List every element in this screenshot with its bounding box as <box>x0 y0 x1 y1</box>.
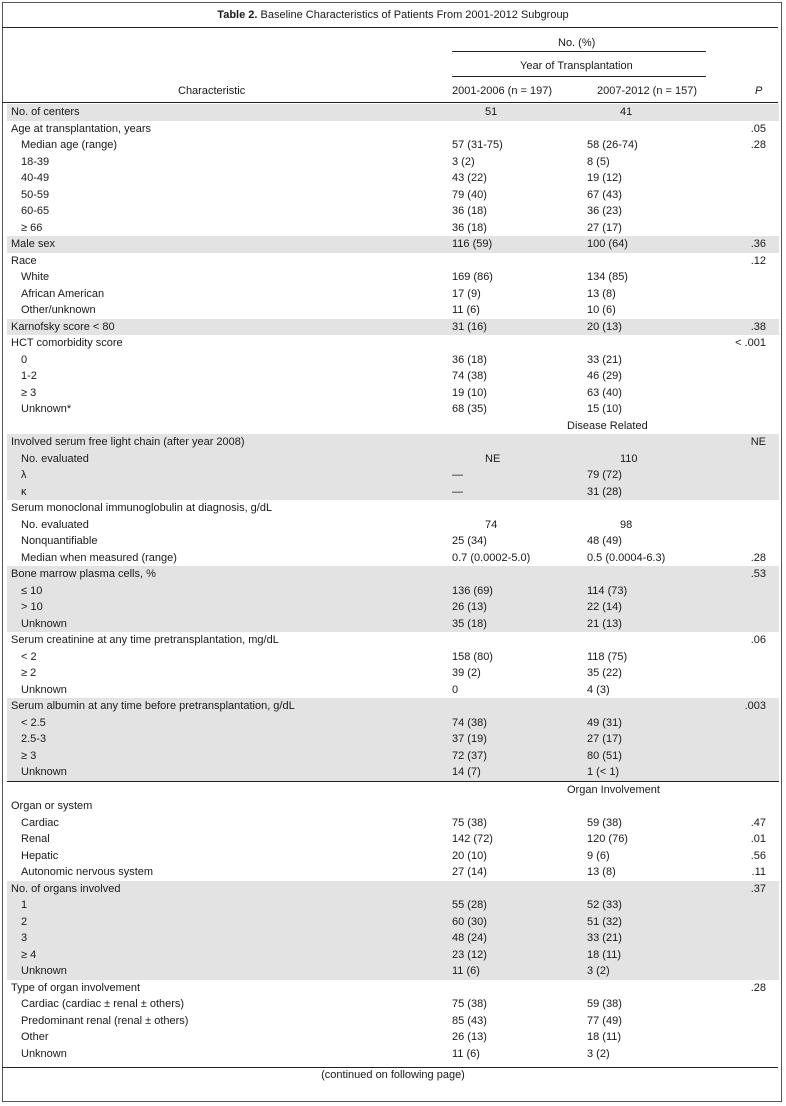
col2-value: 10 (6) <box>587 304 616 316</box>
row-label: Cardiac <box>21 816 59 829</box>
row-label: ≤ 10 <box>21 584 43 597</box>
year-header: Year of Transplantation <box>520 60 633 72</box>
row-label: Bone marrow plasma cells, % <box>11 568 156 580</box>
col1-value: 158 (80) <box>452 650 493 663</box>
row-label: Unknown <box>21 965 67 977</box>
col2-value: 59 (38) <box>587 816 622 829</box>
col2-value: 13 (8) <box>587 287 616 300</box>
row-label: Serum creatinine at any time pretransplantation, mg/dL <box>11 634 279 646</box>
row-label: Median when measured (range) <box>21 551 177 564</box>
row-label: ≥ 4 <box>21 948 37 961</box>
table-row <box>7 302 779 319</box>
col1-value: — <box>452 485 463 498</box>
col2-value: 33 (21) <box>587 353 622 366</box>
row-label: ≥ 66 <box>21 221 43 234</box>
col1-value: 74 <box>485 518 498 531</box>
col1-value: 74 (38) <box>452 370 487 382</box>
row-label: Male sex <box>11 238 56 250</box>
row-label: Serum albumin at any time before pretransplantation, g/dL <box>11 700 295 712</box>
table-row <box>7 980 779 997</box>
section-label: Organ Involvement <box>567 783 660 796</box>
table-row <box>7 831 779 848</box>
p-value: NE <box>750 436 766 448</box>
table-row <box>7 848 779 865</box>
col2-value: 3 (2) <box>587 965 610 977</box>
table-row <box>7 1046 779 1063</box>
col2-value: 118 (75) <box>587 650 628 663</box>
table-row <box>7 583 779 600</box>
col2-value: 46 (29) <box>587 370 622 382</box>
table-row <box>7 864 779 881</box>
table-row <box>7 715 779 732</box>
table-row <box>7 881 779 898</box>
col2-value: 22 (14) <box>587 601 622 613</box>
table-row <box>7 566 779 583</box>
p-value: .37 <box>750 882 766 895</box>
row-label: Age at transplantation, years <box>11 122 152 135</box>
col1-value: 36 (18) <box>452 205 487 217</box>
col2-value: 13 (8) <box>587 866 616 878</box>
row-label: White <box>21 271 50 283</box>
table-row <box>7 154 779 171</box>
col2-value: 18 (11) <box>587 1031 622 1043</box>
p-value: .003 <box>744 700 766 712</box>
table-row <box>7 914 779 931</box>
table-row <box>7 1013 779 1030</box>
characteristic-header: Characteristic <box>178 85 246 97</box>
col1-value: 0 <box>452 683 459 696</box>
col1-value: 14 (7) <box>452 766 481 778</box>
row-label: No. of centers <box>11 106 80 118</box>
p-value: .12 <box>750 254 766 267</box>
no-pct-header: No. (%) <box>558 37 596 49</box>
col1-value: NE <box>485 452 501 465</box>
row-label: 2.5-3 <box>21 733 47 745</box>
col1-value: 72 (37) <box>452 749 487 762</box>
col2-value: 48 (49) <box>587 535 622 547</box>
row-label: λ <box>21 469 27 481</box>
row-label: κ <box>21 485 27 498</box>
row-label: 18-39 <box>21 155 50 168</box>
section-row <box>7 781 779 799</box>
col1-value: 68 (35) <box>452 403 487 415</box>
col1-header: 2001-2006 (n = 197) <box>452 85 552 97</box>
col2-value: 79 (72) <box>587 469 622 481</box>
table-row <box>7 137 779 154</box>
row-label: Involved serum free light chain (after year 2008) <box>11 436 245 448</box>
col2-value: 8 (5) <box>587 155 610 168</box>
col2-value: 59 (38) <box>587 998 622 1010</box>
col2-value: 114 (73) <box>587 584 628 597</box>
col1-value: 57 (31-75) <box>452 139 503 151</box>
table-row <box>7 731 779 748</box>
row-label: Other <box>21 1031 49 1043</box>
p-value: .11 <box>751 866 766 878</box>
col2-value: 9 (6) <box>587 849 610 862</box>
table-row <box>7 352 779 369</box>
col1-value: 19 (10) <box>452 386 487 399</box>
col1-value: 20 (10) <box>452 849 487 862</box>
col1-value: 35 (18) <box>452 617 487 630</box>
table-row <box>7 550 779 567</box>
row-label: < 2.5 <box>21 716 46 729</box>
col2-value: 52 (33) <box>587 899 622 911</box>
col1-value: 0.7 (0.0002-5.0) <box>452 551 531 564</box>
p-value: .01 <box>750 833 766 845</box>
col2-value: 110 <box>620 452 638 465</box>
p-header: P <box>755 85 763 97</box>
row-label: Renal <box>21 833 50 845</box>
row-label: Predominant renal (renal ± others) <box>21 1014 189 1027</box>
col1-value: 25 (34) <box>452 535 487 547</box>
row-label: Nonquantifiable <box>21 535 98 547</box>
table-row <box>7 963 779 980</box>
col1-value: 11 (6) <box>452 965 480 977</box>
row-label: Serum monoclonal immunoglobulin at diagnosis, g/dL <box>11 502 273 514</box>
p-value: .53 <box>750 568 766 580</box>
table-row <box>7 401 779 418</box>
col1-value: 3 (2) <box>452 155 475 168</box>
row-label: Hepatic <box>21 849 59 862</box>
row-label: Cardiac (cardiac ± renal ± others) <box>21 998 185 1010</box>
table-row <box>7 368 779 385</box>
table-row <box>7 748 779 765</box>
col1-value: 55 (28) <box>452 899 487 911</box>
table-row <box>7 897 779 914</box>
row-label: Organ or system <box>11 800 93 812</box>
table-row <box>7 467 779 484</box>
col1-value: 60 (30) <box>452 915 487 928</box>
col1-value: 79 (40) <box>452 188 487 201</box>
col1-value: 26 (13) <box>452 1031 487 1043</box>
col1-value: 39 (2) <box>452 667 481 679</box>
p-value: .38 <box>750 320 766 333</box>
row-label: Karnofsky score < 80 <box>11 320 115 333</box>
col2-value: 33 (21) <box>587 932 622 944</box>
table-row <box>7 649 779 666</box>
table-title <box>0 9 786 21</box>
col1-value: 75 (38) <box>452 816 487 829</box>
row-label: ≥ 3 <box>21 749 37 762</box>
col1-value: 48 (24) <box>452 932 487 944</box>
row-label: Median age (range) <box>21 139 118 151</box>
col2-value: 3 (2) <box>587 1047 610 1060</box>
col2-header: 2007-2012 (n = 157) <box>597 85 697 97</box>
col2-value: 100 (64) <box>587 238 628 250</box>
col1-value: 37 (19) <box>452 733 487 745</box>
col2-value: 27 (17) <box>587 221 622 234</box>
table-row <box>7 517 779 534</box>
table-row <box>7 434 779 451</box>
table-row <box>7 815 779 832</box>
row-label: No. of organs involved <box>11 882 121 895</box>
table-row <box>7 236 779 253</box>
table-row <box>7 698 779 715</box>
continued-note: (continued on following page) <box>321 1069 465 1081</box>
table-caption: Baseline Characteristics of Patients From 2001-2012 Subgroup <box>257 9 569 21</box>
row-label: < 2 <box>21 650 37 663</box>
row-label: 2 <box>21 915 28 928</box>
p-value: .28 <box>750 981 766 994</box>
table-row <box>7 286 779 303</box>
col2-value: 19 (12) <box>587 172 622 184</box>
col1-value: — <box>452 469 463 481</box>
col2-value: 67 (43) <box>587 188 622 201</box>
table-row <box>7 451 779 468</box>
col1-value: 43 (22) <box>452 172 487 184</box>
section-label: Disease Related <box>567 419 648 432</box>
table-row <box>7 121 779 138</box>
row-label: Unknown <box>21 683 67 696</box>
col1-value: 169 (86) <box>452 271 493 283</box>
col2-value: 0.5 (0.0004-6.3) <box>587 551 666 564</box>
p-value: .36 <box>750 238 766 250</box>
row-label: Other/unknown <box>21 304 96 316</box>
col1-value: 17 (9) <box>452 287 481 300</box>
col2-value: 41 <box>620 106 633 118</box>
col2-value: 120 (76) <box>587 833 628 845</box>
row-label: > 10 <box>21 601 43 613</box>
row-label: No. evaluated <box>21 518 89 531</box>
no-pct-rule <box>452 51 706 52</box>
col2-value: 27 (17) <box>587 733 622 745</box>
p-value: .28 <box>750 139 766 151</box>
col1-value: 74 (38) <box>452 716 487 729</box>
col2-value: 63 (40) <box>587 386 622 399</box>
section-row <box>7 418 779 435</box>
col1-value: 36 (18) <box>452 353 487 366</box>
col2-value: 15 (10) <box>587 403 622 415</box>
row-label: Unknown* <box>21 403 72 415</box>
table-row <box>7 533 779 550</box>
table-row <box>7 632 779 649</box>
col1-value: 26 (13) <box>452 601 487 613</box>
table-row <box>7 170 779 187</box>
col1-value: 136 (69) <box>452 584 493 597</box>
table-row <box>7 385 779 402</box>
table-row <box>7 484 779 501</box>
col2-value: 58 (26-74) <box>587 139 638 151</box>
table-row <box>7 104 779 121</box>
row-label: No. evaluated <box>21 452 89 465</box>
year-rule <box>452 76 706 77</box>
p-value: .56 <box>750 849 766 862</box>
col1-value: 75 (38) <box>452 998 487 1010</box>
table-row <box>7 269 779 286</box>
bottom-rule <box>2 1067 778 1068</box>
row-label: Unknown <box>21 1047 67 1060</box>
col2-value: 1 (< 1) <box>587 766 620 778</box>
row-label: 3 <box>21 932 28 944</box>
col2-value: 21 (13) <box>587 617 622 630</box>
row-label: 40-49 <box>21 172 50 184</box>
row-label: ≥ 2 <box>21 667 37 679</box>
table-row <box>7 335 779 352</box>
table-row <box>7 500 779 517</box>
col2-value: 35 (22) <box>587 667 622 679</box>
title-rule <box>2 27 778 28</box>
table-body <box>7 104 779 1062</box>
table-number: Table 2. <box>217 9 258 21</box>
col1-value: 36 (18) <box>452 221 487 234</box>
col2-value: 134 (85) <box>587 271 628 283</box>
col2-value: 98 <box>620 518 633 531</box>
table-row <box>7 187 779 204</box>
p-value: .05 <box>750 122 766 135</box>
table-row <box>7 996 779 1013</box>
row-label: Race <box>11 254 37 267</box>
col2-value: 31 (28) <box>587 485 622 498</box>
table-row <box>7 1029 779 1046</box>
row-label: 0 <box>21 353 28 366</box>
col2-value: 36 (23) <box>587 205 622 217</box>
row-label: African American <box>21 287 105 300</box>
row-label: Unknown <box>21 617 67 630</box>
p-value: .47 <box>750 816 766 829</box>
table-row <box>7 798 779 815</box>
table-row <box>7 947 779 964</box>
col2-value: 77 (49) <box>587 1014 622 1027</box>
p-value: < .001 <box>735 337 766 349</box>
table-row <box>7 599 779 616</box>
col2-value: 51 (32) <box>587 915 622 928</box>
col1-value: 11 (6) <box>452 304 480 316</box>
table-row <box>7 665 779 682</box>
p-value: .06 <box>750 634 766 646</box>
table-row <box>7 220 779 237</box>
col1-value: 51 <box>485 106 498 118</box>
table-row <box>7 930 779 947</box>
row-label: Type of organ involvement <box>11 981 141 994</box>
col2-value: 18 (11) <box>587 948 622 961</box>
col1-value: 116 (59) <box>452 238 493 250</box>
row-label: 50-59 <box>21 188 50 201</box>
col1-value: 142 (72) <box>452 833 493 845</box>
col2-value: 80 (51) <box>587 749 622 762</box>
col1-value: 11 (6) <box>452 1047 480 1060</box>
col2-value: 49 (31) <box>587 716 622 729</box>
col1-value: 31 (16) <box>452 320 487 333</box>
table-row <box>7 319 779 336</box>
row-label: ≥ 3 <box>21 386 37 399</box>
table-row <box>7 203 779 220</box>
row-label: HCT comorbidity score <box>11 337 123 349</box>
row-label: Unknown <box>21 766 67 778</box>
col1-value: 23 (12) <box>452 948 487 961</box>
table-row <box>7 616 779 633</box>
col1-value: 85 (43) <box>452 1014 487 1027</box>
table-row <box>7 682 779 699</box>
header-rule <box>2 102 778 103</box>
col2-value: 4 (3) <box>587 683 610 696</box>
col1-value: 27 (14) <box>452 866 487 878</box>
col2-value: 20 (13) <box>587 320 622 333</box>
table-row <box>7 253 779 270</box>
row-label: 1-2 <box>21 370 37 382</box>
p-value: .28 <box>750 551 766 564</box>
table-row <box>7 764 779 781</box>
row-label: 1 <box>21 899 28 911</box>
row-label: Autonomic nervous system <box>21 866 154 878</box>
row-label: 60-65 <box>21 205 50 217</box>
